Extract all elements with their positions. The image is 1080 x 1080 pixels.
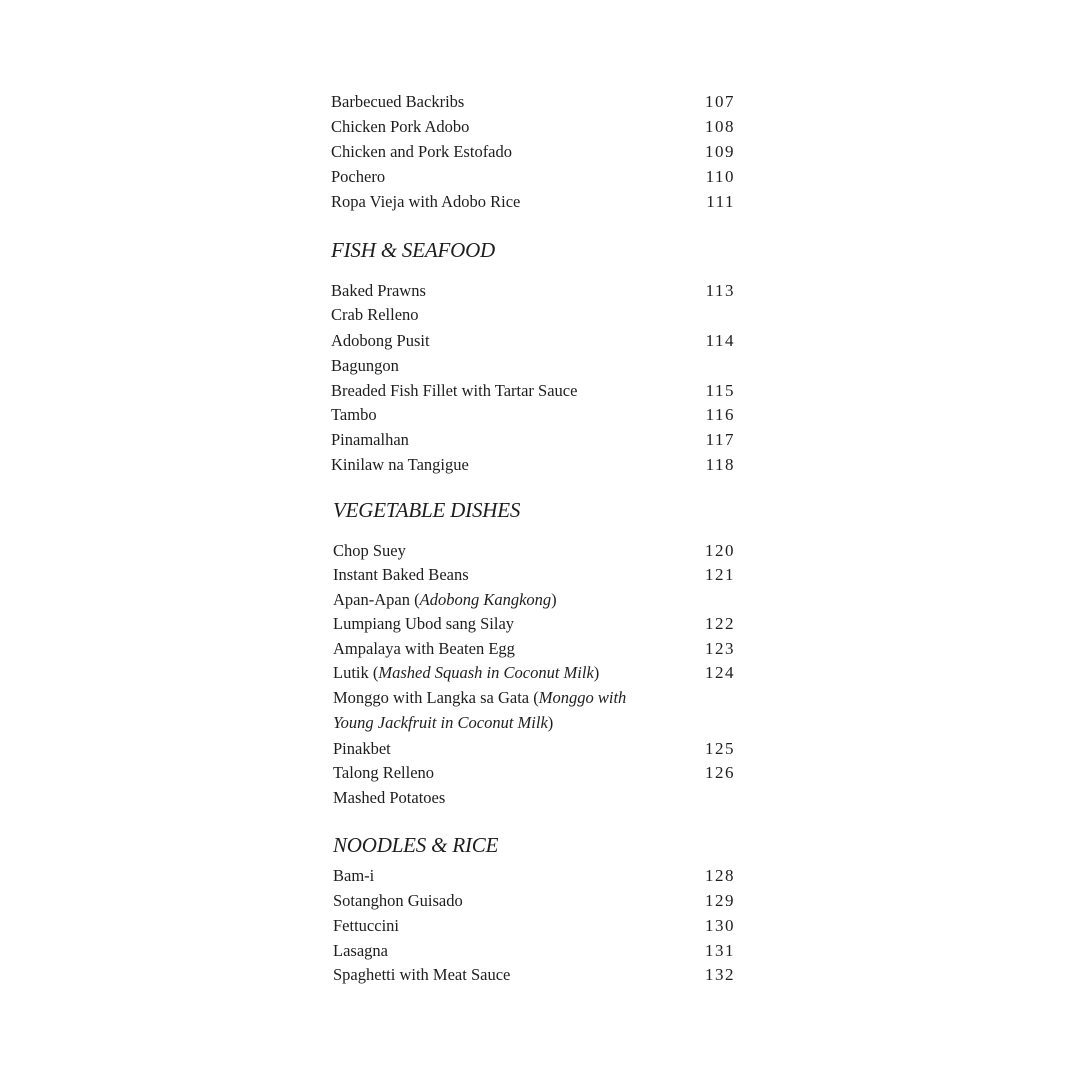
entry-title-translation: Mashed Squash in Coconut Milk [378, 663, 594, 682]
entry-page-number: 120 [705, 541, 735, 560]
toc-entry [333, 587, 735, 613]
entry-page-number: 128 [705, 866, 735, 885]
entry-title: Bam-i [333, 866, 375, 885]
toc-entry [333, 660, 735, 686]
toc-entry [333, 863, 735, 889]
entry-page-number: 113 [705, 281, 735, 300]
entry-page-number: 110 [705, 167, 735, 186]
toc-entry [331, 402, 735, 428]
toc-entry [331, 189, 735, 215]
toc-entry [333, 938, 735, 964]
entry-page-number: 122 [705, 614, 735, 633]
entry-page-number: 117 [705, 430, 735, 449]
section-heading-noodles-rice: NOODLES & RICE [333, 833, 499, 857]
entry-title-main: Apan-Apan [333, 590, 410, 609]
entry-page-number: 125 [705, 739, 735, 758]
entry-page-number: 115 [705, 381, 735, 400]
entry-page-number: 131 [705, 941, 735, 960]
entry-page-number: 132 [705, 965, 735, 984]
entry-page-number: 109 [705, 142, 735, 161]
entry-title: Fettuccini [333, 916, 399, 935]
entry-page-number: 129 [705, 891, 735, 910]
entry-title: Lumpiang Ubod sang Silay [333, 614, 515, 633]
toc-entry [333, 888, 735, 914]
entry-title: Apan-Apan (Adobong Kangkong) [333, 590, 557, 609]
entry-title: Lutik (Mashed Squash in Coconut Milk) [333, 663, 600, 682]
entry-title: Sotanghon Guisado [333, 891, 463, 910]
toc-entry [331, 452, 735, 478]
section-heading-fish-seafood: FISH & SEAFOOD [331, 238, 496, 262]
section-heading-vegetable-dishes: VEGETABLE DISHES [333, 498, 521, 522]
entry-title: Barbecued Backribs [331, 92, 465, 111]
entry-title: Chicken and Pork Estofado [331, 142, 513, 161]
entry-title: Chop Suey [333, 541, 406, 560]
entry-title-main: Lutik [333, 663, 369, 682]
entry-page-number: 116 [705, 405, 735, 424]
entry-title-translation: Adobong Kangkong [419, 590, 552, 609]
toc-entry [333, 636, 735, 662]
toc-entry [333, 785, 735, 811]
entry-title: Monggo with Langka sa Gata (Monggo with [333, 688, 627, 707]
entry-title: Pochero [331, 167, 386, 186]
entry-page-number: 114 [705, 331, 735, 350]
entry-title: Ampalaya with Beaten Egg [333, 639, 515, 658]
entry-title: Lasagna [333, 941, 388, 960]
toc-entry [333, 760, 735, 786]
toc-entry [333, 736, 735, 762]
entry-page-number: 107 [705, 92, 735, 111]
entry-title: Ropa Vieja with Adobo Rice [331, 192, 521, 211]
entry-page-number: 124 [705, 663, 735, 682]
entry-title-translation: Monggo with [538, 688, 627, 707]
toc-entry [331, 89, 735, 115]
toc-entry [333, 562, 735, 588]
entry-page-number: 111 [706, 192, 735, 211]
entry-title: Crab Relleno [331, 305, 419, 324]
toc-entry [333, 913, 735, 939]
entry-title: Bagungon [331, 356, 399, 375]
toc-entry [331, 139, 735, 165]
toc-entry [331, 378, 735, 404]
entry-page-number: 118 [705, 455, 735, 474]
toc-entry [331, 353, 735, 379]
toc-entry [331, 164, 735, 190]
entry-title-main: Monggo with Langka sa Gata [333, 688, 530, 707]
entry-title: Breaded Fish Fillet with Tartar Sauce [331, 381, 578, 400]
entry-title: Chicken Pork Adobo [331, 117, 470, 136]
toc-entry-continuation [333, 710, 735, 736]
entry-title-translation: Young Jackfruit in Coconut Milk [333, 713, 548, 732]
toc-entry [333, 611, 735, 637]
toc-entry [331, 114, 735, 140]
entry-title: Tambo [331, 405, 377, 424]
entry-title: Adobong Pusit [331, 331, 430, 350]
toc-entry [333, 538, 735, 564]
toc-entry [333, 685, 735, 711]
toc-entry [333, 962, 735, 988]
entry-page-number: 121 [705, 565, 735, 584]
toc-entry [331, 328, 735, 354]
entry-title: Kinilaw na Tangigue [331, 455, 469, 474]
entry-page-number: 126 [705, 763, 735, 782]
entry-title: Pinakbet [333, 739, 391, 758]
toc-entry [331, 427, 735, 453]
toc-entry [331, 278, 735, 304]
entry-title: Pinamalhan [331, 430, 409, 449]
entry-title: Young Jackfruit in Coconut Milk) [333, 713, 554, 732]
entry-page-number: 130 [705, 916, 735, 935]
toc-entry [331, 302, 735, 328]
entry-page-number: 108 [705, 117, 735, 136]
entry-title: Spaghetti with Meat Sauce [333, 965, 511, 984]
entry-page-number: 123 [705, 639, 735, 658]
entry-title: Instant Baked Beans [333, 565, 469, 584]
entry-title: Mashed Potatoes [333, 788, 446, 807]
entry-title: Baked Prawns [331, 281, 426, 300]
entry-title: Talong Relleno [333, 763, 435, 782]
